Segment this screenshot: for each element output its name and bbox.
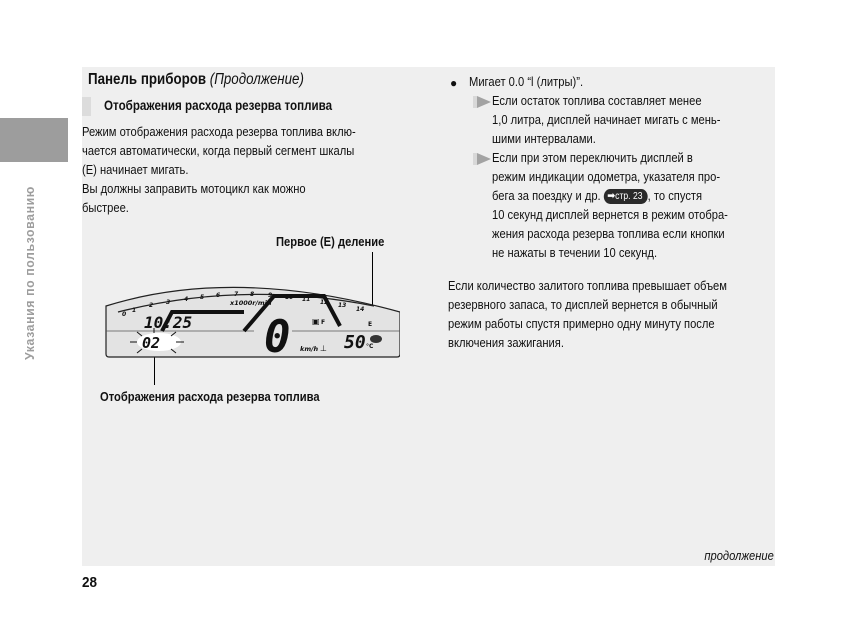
note-text: бега за поездку и др. bbox=[492, 188, 601, 203]
paragraph-line: Если количество залитого топлива превышает объем bbox=[448, 278, 727, 293]
svg-text:10:25: 10:25 bbox=[144, 313, 193, 332]
subheading-marker bbox=[82, 97, 91, 116]
arrow-right-icon: ➡ bbox=[607, 190, 616, 202]
bullet-text: Мигает 0.0 “l (литры)”. bbox=[469, 74, 584, 89]
continued-label: продолжение bbox=[704, 548, 774, 563]
svg-text:▣: ▣ bbox=[312, 317, 320, 326]
svg-text:km/h: km/h bbox=[300, 345, 319, 353]
svg-text:5: 5 bbox=[200, 294, 205, 301]
note-text: , то спустя bbox=[647, 188, 703, 203]
svg-text:E: E bbox=[368, 321, 373, 328]
svg-text:13: 13 bbox=[338, 302, 347, 309]
svg-text:6: 6 bbox=[216, 292, 221, 299]
note-line bbox=[492, 186, 702, 206]
page-title bbox=[88, 71, 304, 89]
svg-text:4: 4 bbox=[184, 296, 189, 303]
svg-text:02: 02 bbox=[142, 334, 161, 352]
bullet-icon: ● bbox=[450, 76, 458, 90]
paragraph-line: Вы должны заправить мотоцикл как можно bbox=[82, 181, 306, 196]
paragraph-line: включения зажигания. bbox=[448, 335, 564, 350]
callout-first-segment: Первое (E) деление bbox=[276, 234, 385, 249]
note-line: режим индикации одометра, указателя про- bbox=[492, 169, 721, 184]
svg-text:F: F bbox=[321, 319, 326, 326]
svg-text:0: 0 bbox=[264, 312, 291, 358]
note-line: 10 секунд дисплей вернется в режим отобра- bbox=[492, 207, 728, 222]
svg-text:7: 7 bbox=[234, 291, 239, 298]
svg-text:12: 12 bbox=[320, 299, 329, 306]
svg-text:3: 3 bbox=[166, 299, 171, 306]
svg-text:0: 0 bbox=[122, 311, 127, 318]
svg-text:9: 9 bbox=[268, 292, 273, 299]
svg-text:50: 50 bbox=[344, 332, 366, 353]
note-arrow-icon bbox=[477, 153, 491, 165]
paragraph-line: режим работы спустя примерно одну минуту после bbox=[448, 316, 715, 331]
paragraph-line: чается автоматически, когда первый сегмент шкалы bbox=[82, 143, 355, 158]
note-line: жения расхода резерва топлива если кнопки bbox=[492, 226, 725, 241]
note-line: Если остаток топлива составляет менее bbox=[492, 93, 702, 108]
paragraph-line: Режим отображения расхода резерва топлива вклю- bbox=[82, 124, 356, 139]
paragraph-line: резервного запаса, то дисплей вернется в обычный bbox=[448, 297, 718, 312]
svg-text:x1000r/min: x1000r/min bbox=[230, 299, 272, 307]
title-suffix: (Продолжение) bbox=[209, 71, 304, 88]
section-subheading: Отображения расхода резерва топлива bbox=[104, 98, 333, 113]
paragraph-line: (E) начинает мигать. bbox=[82, 162, 189, 177]
callout-fuel-reserve: Отображения расхода резерва топлива bbox=[100, 389, 320, 404]
page-reference-label: стр. 23 bbox=[615, 191, 643, 202]
page-number: 28 bbox=[82, 574, 98, 591]
section-tab-label: Указания по пользованию bbox=[22, 186, 37, 360]
svg-text:14: 14 bbox=[356, 306, 365, 313]
svg-text:1: 1 bbox=[132, 307, 137, 314]
note-line: шими интервалами. bbox=[492, 131, 596, 146]
note-line: 1,0 литра, дисплей начинает мигать с мень- bbox=[492, 112, 721, 127]
paragraph-line: быстрее. bbox=[82, 200, 129, 215]
page-reference-link[interactable] bbox=[604, 189, 648, 204]
svg-text:⊥: ⊥ bbox=[320, 344, 327, 353]
svg-text:2: 2 bbox=[149, 302, 154, 309]
svg-text:°C: °C bbox=[366, 343, 374, 350]
section-tab-marker bbox=[0, 118, 68, 162]
note-line: Если при этом переключить дисплей в bbox=[492, 150, 693, 165]
instrument-panel-illustration bbox=[104, 276, 400, 358]
note-line: не нажаты в течении 10 секунд. bbox=[492, 245, 658, 260]
note-arrow-icon bbox=[477, 96, 491, 108]
svg-text:10: 10 bbox=[285, 294, 294, 301]
svg-text:11: 11 bbox=[302, 296, 311, 303]
title-text: Панель приборов bbox=[88, 71, 207, 88]
svg-text:8: 8 bbox=[250, 291, 255, 298]
